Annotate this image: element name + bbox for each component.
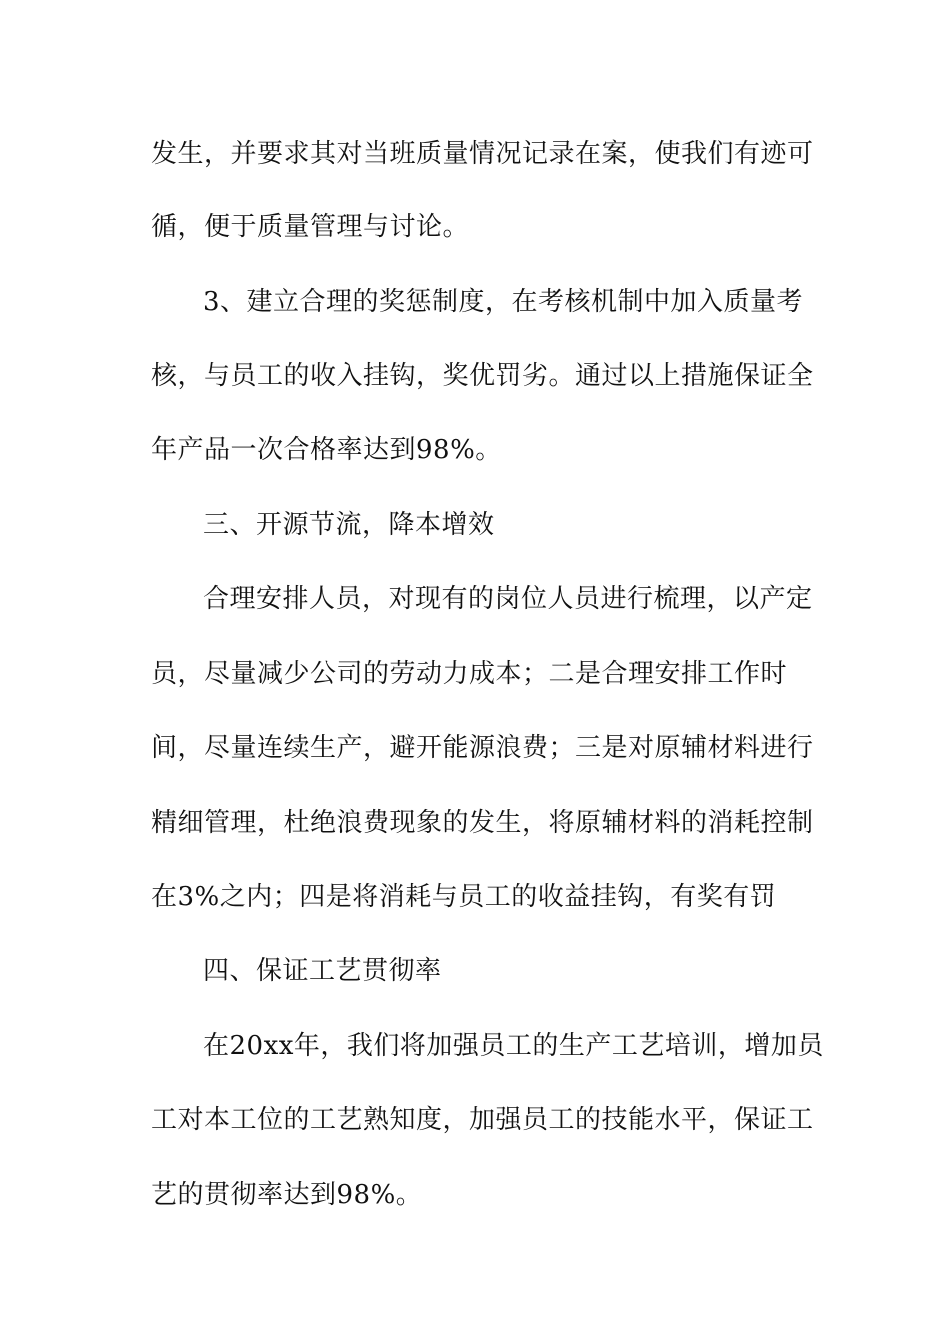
- paragraph-line: 年产品一次合格率达到98%。: [151, 435, 502, 465]
- paragraph-line: 在3%之内；四是将消耗与员工的收益挂钩，有奖有罚: [151, 882, 777, 912]
- section-heading: 四、保证工艺贯彻率: [203, 956, 442, 986]
- paragraph-line: 艺的贯彻率达到98%。: [151, 1180, 423, 1210]
- paragraph-line: 精细管理，杜绝浪费现象的发生，将原辅材料的消耗控制: [151, 808, 814, 838]
- paragraph-line: 工对本工位的工艺熟知度，加强员工的技能水平，保证工: [151, 1105, 814, 1135]
- paragraph-line: 间，尽量连续生产，避开能源浪费；三是对原辅材料进行: [151, 733, 814, 763]
- paragraph-line: 员，尽量减少公司的劳动力成本；二是合理安排工作时: [151, 659, 788, 689]
- paragraph-line: 在20xx年，我们将加强员工的生产工艺培训，增加员: [203, 1031, 824, 1061]
- paragraph-line: 合理安排人员，对现有的岗位人员进行梳理，以产定: [203, 584, 813, 614]
- paragraph-line: 发生，并要求其对当班质量情况记录在案，使我们有迹可: [151, 139, 814, 169]
- paragraph-line: 3、建立合理的奖惩制度，在考核机制中加入质量考: [203, 287, 804, 317]
- paragraph-line: 核，与员工的收入挂钩，奖优罚劣。通过以上措施保证全: [151, 361, 814, 391]
- paragraph-line: 循，便于质量管理与讨论。: [151, 212, 470, 242]
- section-heading: 三、开源节流，降本增效: [203, 510, 495, 540]
